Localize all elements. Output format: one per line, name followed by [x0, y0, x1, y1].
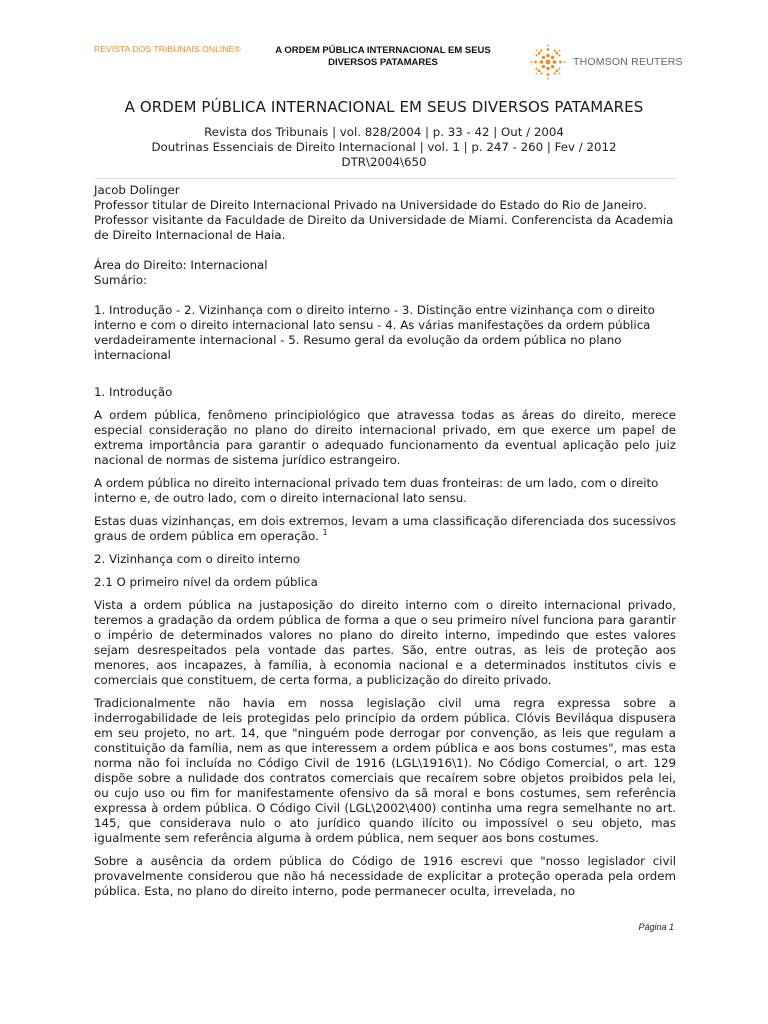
citation-block: [94, 125, 674, 170]
brand-logo-text: REVISTA DOS TRIBUNAIS ONLINE®: [94, 44, 241, 54]
document-title: A ORDEM PÚBLICA INTERNACIONAL EM SEUS DIVERSOS PATAMARES: [124, 98, 644, 116]
author-bio: Professor titular de Direito Internacional Privado na Universidade do Estado do Rio de Janeiro. Professor visitante da Faculdade de Direito da Universidade de Miami. Conferencista da Academia de Direito Internacional de Haia.: [94, 198, 674, 242]
citation-line: Doutrinas Essenciais de Direito Internacional | vol. 1 | p. 247 - 260 | Fev / 2012: [151, 140, 617, 154]
paragraph: Tradicionalmente não havia em nossa legislação civil uma regra expressa sobre a inderrogabilidade de leis protegidas pelo princípio da ordem pública. Clóvis Beviláqua dispusera em seu projeto, no art. 14, que "ninguém pode derrogar por convenção, as leis que regulam a constituição da família, nem as que interessem a ordem pública e aos bons costumes", mas esta norma não foi incluída no Código Civil de 1916 (LGL\1916\1). No Código Comercial, o art. 129 dispõe sobre a nulidade dos contratos comerciais que recaírem sobre objetos proibidos pela lei, ou cujo uso ou fim for manifestamente ofensivo da sã moral e bons costumes, sem referência expressa à ordem pública. O Código Civil (LGL\2002\400) continha uma regra semelhante no art. 145, que considerava nulo o ato jurídico quando ilícito ou impossível o seu objeto, mas igualmente sem referência alguma à ordem pública, nem sequer aos bons costumes.: [94, 696, 676, 845]
paragraph-text: Estas duas vizinhanças, em dois extremos, levam a uma classificação diferenciada dos sucessivos graus de ordem pública em operação.: [94, 514, 676, 543]
section-heading: 1. Introdução: [94, 385, 173, 399]
summary-text: 1. Introdução - 2. Vizinhança com o direito interno - 3. Distinção entre vizinhança com o direito interno e com o direito internacional lato sensu - 4. As várias manifestações da ordem pública verdadeiramente internacional - 5. Resumo geral da evolução da ordem pública no plano internacional: [94, 303, 655, 362]
paragraph: A ordem pública no direito internacional privado tem duas fronteiras: de um lado, com o direito interno e, de outro lado, com o direito internacional lato sensu.: [94, 476, 659, 505]
thomson-reuters-logo-icon: [530, 44, 566, 80]
paragraph: A ordem pública, fenômeno principiológico que atravessa todas as áreas do direito, merece especial consideração no plano do direito internacional privado, em que exerce um papel de extrema importância para garantir o adequado funcionamento da eventual aplicação pelo juiz nacional de normas de sistema jurídico estrangeiro.: [94, 408, 676, 467]
citation-line: DTR\2004\650: [341, 155, 427, 169]
subsection-heading: 2.1 O primeiro nível da ordem pública: [94, 575, 318, 589]
summary-label: Sumário:: [94, 273, 148, 287]
paragraph: Vista a ordem pública na justaposição do direito interno com o direito internacional privado, teremos a gradação da ordem pública de forma a que o seu primeiro nível funciona para garantir o império de determinados valores no plano do direito interno, impedindo que estes valores sejam desrespeitados pela vontade das partes. São, entre outras, as leis de proteção aos menores, aos incapazes, à família, à economia nacional e a determinados institutos civis e comerciais que constituem, de certa forma, a publicização do direito privado.: [94, 598, 676, 687]
publisher-name: THOMSON REUTERS: [573, 56, 683, 68]
section-heading: 2. Vizinhança com o direito interno: [94, 552, 301, 566]
divider: [94, 178, 676, 179]
paragraph: [94, 514, 676, 544]
page-number: Página 1: [638, 922, 674, 932]
running-header-title: A ORDEM PÚBLICA INTERNACIONAL EM SEUS DIVERSOS PATAMARES: [275, 45, 491, 68]
law-area: Área do Direito: Internacional: [94, 258, 268, 272]
paragraph: Sobre a ausência da ordem pública do Código de 1916 escrevi que "nosso legislador civil provavelmente considerou que não há necessidade de explicitar a proteção operada pela ordem pública. Esta, no plano do direito interno, pode permanecer oculta, irrevelada, no: [94, 854, 676, 898]
citation-line: Revista dos Tribunais | vol. 828/2004 | p. 33 - 42 | Out / 2004: [204, 125, 564, 139]
footnote-ref[interactable]: 1: [322, 528, 328, 538]
article-body: [94, 183, 676, 899]
author-name: Jacob Dolinger: [94, 183, 180, 197]
